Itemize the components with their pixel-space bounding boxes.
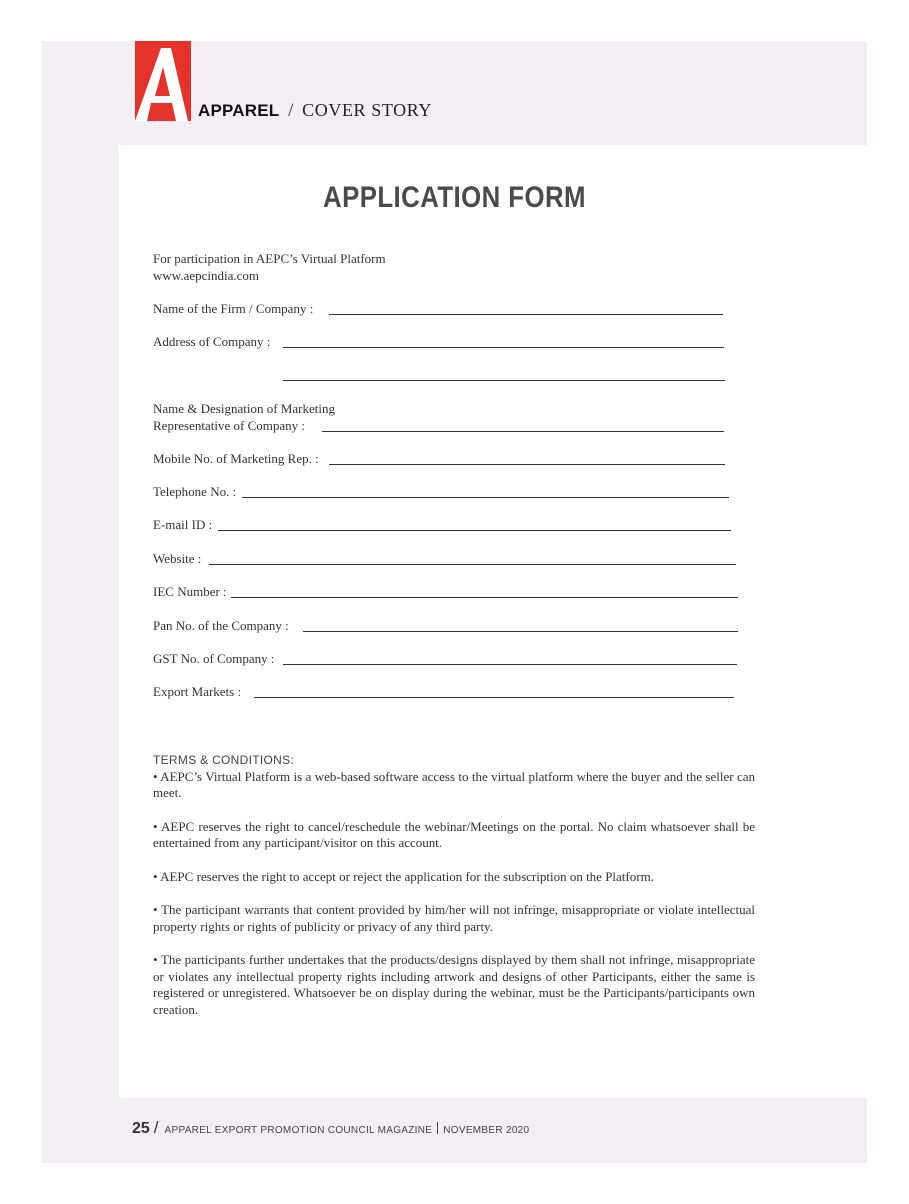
brand-name: APPAREL <box>198 101 280 120</box>
firm-name-field <box>153 300 313 317</box>
gst-field <box>153 650 274 667</box>
page-footer <box>132 1118 529 1138</box>
terms-item: • AEPC reserves the right to cancel/reschedule the webinar/Meetings on the portal. No claim whatsoever shall be entertained from any participant/visitor on this account. <box>153 818 755 850</box>
iec-input-line[interactable] <box>231 597 738 598</box>
terms-heading: TERMS & CONDITIONS: <box>153 753 295 767</box>
firm-name-label: Name of the Firm / Company : <box>153 301 314 316</box>
export-input-line[interactable] <box>254 697 734 698</box>
telephone-input-line[interactable] <box>242 497 729 498</box>
email-input-line[interactable] <box>218 530 731 531</box>
iec-field <box>153 583 227 600</box>
email-label: E-mail ID : <box>153 517 213 532</box>
header-separator: / <box>288 100 294 121</box>
website-field <box>153 550 201 567</box>
pan-input-line[interactable] <box>303 631 738 632</box>
email-field <box>153 516 212 533</box>
intro-website: www.aepcindia.com <box>153 268 260 283</box>
address-input-line-1[interactable] <box>283 347 724 348</box>
telephone-field <box>153 483 236 500</box>
section-name: COVER STORY <box>302 100 432 120</box>
gst-input-line[interactable] <box>283 664 737 665</box>
firm-name-input-line[interactable] <box>329 314 723 315</box>
issue-date: NOVEMBER 2020 <box>443 1125 530 1136</box>
terms-item: • The participants further undertakes that the products/designs displayed by them shall not infringe, misappropriate or violates any intellectual property rights including artwork and designs of other Participants, either the same is registered or unregistered. Whatsoever be on display during the webinar, must be the Participants/participants own creation. <box>153 952 755 1017</box>
apparel-logo <box>135 41 191 121</box>
rep-label-line1: Name & Designation of Marketing <box>153 401 335 416</box>
terms-item: • The participant warrants that content provided by him/her will not infringe, misappropriate or violate intellectual property rights or rights of publicity or privacy of any third party. <box>153 902 755 934</box>
iec-label: IEC Number : <box>153 584 227 599</box>
mobile-label: Mobile No. of Marketing Rep. : <box>153 451 319 466</box>
website-label: Website : <box>153 551 202 566</box>
telephone-label: Telephone No. : <box>153 484 237 499</box>
export-label: Export Markets : <box>153 684 242 699</box>
intro-text: For participation in AEPC’s Virtual Platform <box>153 251 386 266</box>
footer-divider <box>437 1122 438 1134</box>
terms-item: • AEPC’s Virtual Platform is a web-based software access to the virtual platform where the buyer and the seller can meet. <box>153 768 755 800</box>
terms-item: • AEPC reserves the right to accept or reject the application for the subscription on the Platform. <box>153 868 654 884</box>
website-input-line[interactable] <box>209 564 736 565</box>
page-number: 25 <box>132 1120 150 1137</box>
gst-label: GST No. of Company : <box>153 651 275 666</box>
form-intro <box>153 250 386 284</box>
section-header <box>198 100 432 122</box>
terms-section <box>153 752 755 1035</box>
address-label: Address of Company : <box>153 334 271 349</box>
export-field <box>153 683 241 700</box>
rep-field <box>153 400 335 434</box>
mobile-field <box>153 450 319 467</box>
pan-label: Pan No. of the Company : <box>153 618 289 633</box>
rep-label-line2: Representative of Company : <box>153 418 305 433</box>
pan-field <box>153 617 289 634</box>
address-field <box>153 333 270 350</box>
address-input-line-2[interactable] <box>283 380 725 381</box>
form-title: APPLICATION FORM <box>323 181 586 214</box>
rep-input-line[interactable] <box>322 431 724 432</box>
footer-slash: / <box>153 1118 159 1137</box>
mobile-input-line[interactable] <box>329 464 725 465</box>
magazine-name: APPAREL EXPORT PROMOTION COUNCIL MAGAZINE <box>164 1125 433 1136</box>
